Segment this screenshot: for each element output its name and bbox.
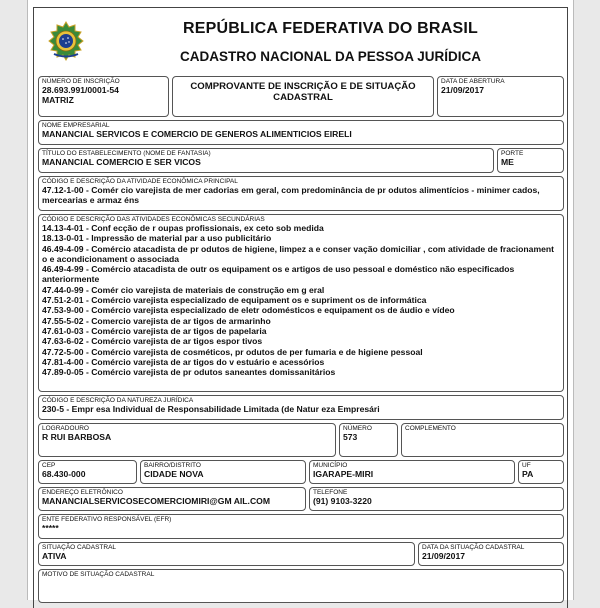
data-situacao-label: DATA DA SITUAÇÃO CADASTRAL [422,544,525,551]
porte-box [497,148,564,173]
bairro-label: BAIRRO/DISTRITO [144,462,201,469]
atividade-secundaria-item: 46.49-4-99 - Comércio atacadista de outr os equipament os e artigos de uso pessoal e doméstico não especificados anteriormente [42,264,515,285]
situacao-label: SITUAÇÃO CADASTRAL [42,544,117,551]
comprovante-title: COMPROVANTE DE INSCRIÇÃO E DE SITUAÇÃO CADASTRAL [190,81,416,103]
municipio-value: IGARAPE-MIRI [313,469,374,479]
cep-box [38,460,137,484]
atividade-secundaria-item: 47.55-5-02 - Comercio varejista de ar tigos de armarinho [42,315,271,326]
numero-value: 573 [343,432,358,442]
nome-fantasia-value: MANANCIAL COMERCIO E SER VICOS [42,157,201,167]
abertura-box [437,76,564,117]
uf-value: PA [522,469,534,479]
bairro-value: CIDADE NOVA [144,469,204,479]
nome-empresarial-box [38,120,564,145]
document-frame [33,7,568,608]
telefone-box [309,487,564,511]
atividade-secundaria-item: 46.49-4-09 - Comércio atacadista de pr odutos de higiene, limpez a e conser vação domiciliar , com atividade de fracionament o e acondicionament o associada [42,243,554,264]
abertura-value: 21/09/2017 [441,85,485,95]
porte-value: ME [501,157,514,167]
email-box [38,487,306,511]
logradouro-label: LOGRADOURO [42,425,89,432]
porte-label: PORTE [501,150,524,157]
atividade-secundaria-item: 47.63-6-02 - Comércio varejista de ar tigos espor tivos [42,336,263,347]
atividade-secundaria-item: 14.13-4-01 - Conf ecção de r oupas profissionais, ex ceto sob medida [42,223,324,233]
complemento-box [401,423,564,457]
inscricao-label: NÚMERO DE INSCRIÇÃO [42,78,120,85]
nome-empresarial-label: NOME EMPRESARIAL [42,122,110,129]
uf-label: UF [522,462,531,469]
data-situacao-box [418,542,564,566]
numero-label: NÚMERO [343,425,372,432]
inscricao-value: 28.693.991/0001-54 [42,85,119,95]
atividades-secundarias-list [39,223,563,377]
municipio-box [309,460,515,484]
telefone-value: (91) 9103-3220 [313,496,372,506]
atividades-secundarias-label: CÓDIGO E DESCRIÇÃO DAS ATIVIDADES ECONÔMICAS SECUNDÁRIAS [42,216,265,223]
logradouro-value: R RUI BARBOSA [42,432,112,442]
motivo-label: MOTIVO DE SITUAÇÃO CADASTRAL [42,571,155,578]
bairro-box [140,460,306,484]
comprovante-box [172,76,434,117]
telefone-label: TELEFONE [313,489,348,496]
data-situacao-value: 21/09/2017 [422,551,466,561]
natureza-juridica-box [38,395,564,420]
email-value: MANANCIALSERVICOSECOMERCIOMIRI@GM AIL.COM [42,496,270,506]
abertura-label: DATA DE ABERTURA [441,78,505,85]
atividade-secundaria-item: 47.81-4-00 - Comércio varejista de ar tigos do v estuário e acessórios [42,356,325,367]
situacao-value: ATIVA [42,551,67,561]
cep-label: CEP [42,462,56,469]
atividade-secundaria-item: 47.61-0-03 - Comércio varejista de ar tigos de papelaria [42,325,267,336]
nome-empresarial-value: MANANCIAL SERVICOS E COMERCIO DE GENEROS ALIMENTICIOS EIRELI [42,129,352,139]
atividade-secundaria-item: 47.51-2-01 - Comércio varejista especializado de equipament os e supriment os de informática [42,295,427,306]
cep-value: 68.430-000 [42,469,86,479]
nome-fantasia-box [38,148,494,173]
atividades-secundarias-box [38,214,564,392]
email-label: ENDEREÇO ELETRÔNICO [42,489,123,496]
motivo-box [38,569,564,603]
logradouro-box [38,423,336,457]
efr-value: ***** [42,523,59,533]
brazil-coat-of-arms-icon [46,21,86,61]
document-title: REPÚBLICA FEDERATIVA DO BRASIL [183,20,478,37]
atividade-principal-box [38,176,564,211]
inscricao-box [38,76,169,117]
complemento-label: COMPLEMENTO [405,425,456,432]
municipio-label: MUNICÍPIO [313,462,348,469]
situacao-box [38,542,415,566]
uf-box [518,460,564,484]
atividade-secundaria-item: 18.13-0-01 - Impressão de material par a uso publicitário [42,233,272,244]
inscricao-tipo: MATRIZ [42,95,74,106]
atividade-secundaria-item: 47.72-5-00 - Comércio varejista de cosméticos, pr odutos de per fumaria e de higiene pessoal [42,346,423,357]
natureza-juridica-value: 230-5 - Empr esa Individual de Responsabilidade Limitada (de Natur eza Empresári [42,404,380,414]
natureza-juridica-label: CÓDIGO E DESCRIÇÃO DA NATUREZA JURÍDICA [42,397,194,404]
document-page [27,0,574,600]
atividade-secundaria-item: 47.89-0-05 - Comércio varejista de pr odutos saneantes domissanitários [42,367,336,378]
document-subtitle: CADASTRO NACIONAL DA PESSOA JURÍDICA [179,49,482,64]
efr-label: ENTE FEDERATIVO RESPONSÁVEL (EFR) [42,516,172,523]
atividade-secundaria-item: 47.53-9-00 - Comércio varejista especializado de eletr odomésticos e equipament os de áudio e vídeo [42,305,455,316]
numero-box [339,423,398,457]
efr-box [38,514,564,539]
document-header [34,8,567,72]
nome-fantasia-label: TÍTULO DO ESTABELECIMENTO (NOME DE FANTASIA) [42,150,211,157]
atividade-principal-value: 47.12-1-00 - Comér cio varejista de mer cadorias em geral, com predominância de pr odutos alimentícios - minimer cados, mercearias e armaz éns [42,185,540,206]
atividade-principal-label: CÓDIGO E DESCRIÇÃO DA ATIVIDADE ECONÔMICA PRINCIPAL [42,178,238,185]
atividade-secundaria-item: 47.44-0-99 - Comér cio varejista de materiais de construção em g eral [42,284,325,295]
